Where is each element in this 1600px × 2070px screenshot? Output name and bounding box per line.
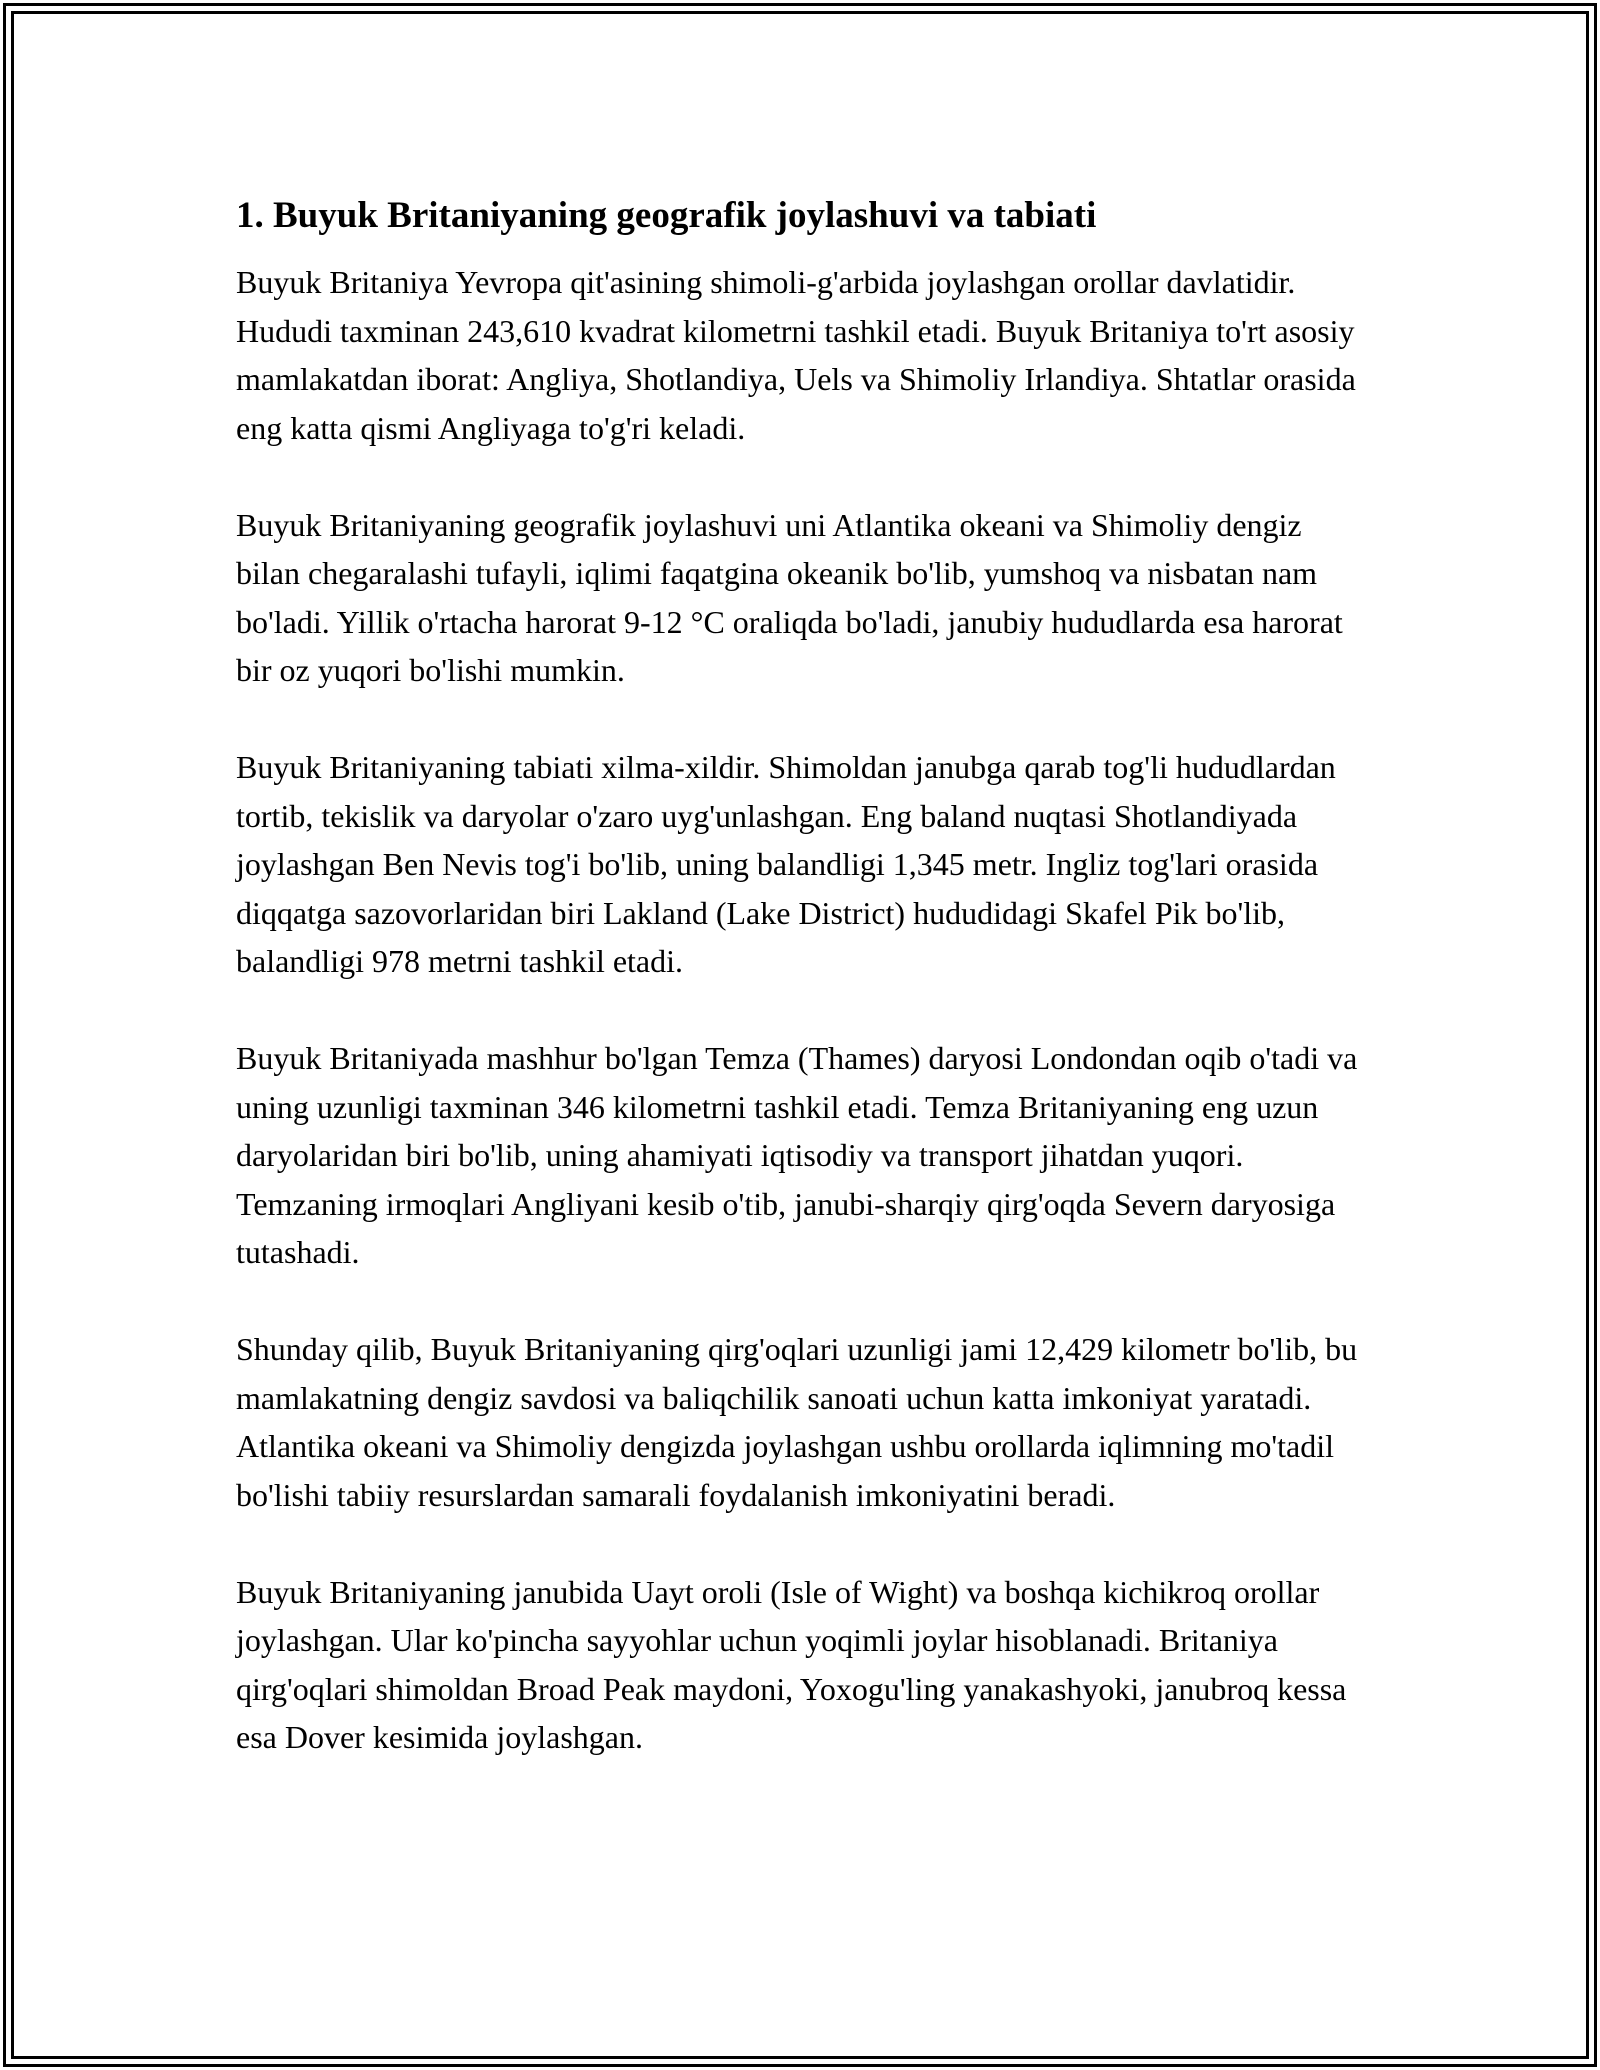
paragraph-thames: Buyuk Britaniyada mashhur bo'lgan Temza (Thames) daryosi Londondan oqib o'tadi va uning uzunligi taxminan 346 kilometrni tashkil etadi. Temza Britaniyaning eng uzun daryolaridan biri bo'lib, uning ahamiyati iqtisodiy va transport jihatdan yuqori. Temzaning irmoqlari Angliyani kesib o'tib, janubi-sharqiy qirg'oqda Severn daryosiga tutashadi. bbox=[236, 1040, 1358, 1270]
document-body bbox=[236, 188, 1368, 1810]
section-heading: 1. Buyuk Britaniyaning geografik joylashuvi va tabiati bbox=[236, 195, 1097, 236]
paragraph-nature: Buyuk Britaniyaning tabiati xilma-xildir. Shimoldan janubga qarab tog'li hududlardan tortib, tekislik va daryolar o'zaro uyg'unlashgan. Eng baland nuqtasi Shotlandiyada joylashgan Ben Nevis tog'i bo'lib, uning balandligi 1,345 metr. Ingliz tog'lari orasida diqqatga sazovorlaridan biri Lakland (Lake District) hududidagi Skafel Pik bo'lib, balandligi 978 metrni tashkil etadi. bbox=[236, 749, 1336, 979]
paragraph-location: Buyuk Britaniya Yevropa qit'asining shimoli-g'arbida joylashgan orollar davlatidir. Hududi taxminan 243,610 kvadrat kilometrni tashkil etadi. Buyuk Britaniya to'rt asosiy mamlakatdan iborat: Angliya, Shotlandiya, Uels va Shimoliy Irlandiya. Shtatlar orasida eng katta qismi Angliyaga to'g'ri keladi. bbox=[236, 264, 1356, 446]
paragraph-islands: Buyuk Britaniyaning janubida Uayt oroli (Isle of Wight) va boshqa kichikroq orollar joylashgan. Ular ko'pincha sayyohlar uchun yoqimli joylar hisoblanadi. Britaniya qirg'oqlari shimoldan Broad Peak maydoni, Yoxogu'ling yanakashyoki, janubroq kessa esa Dover kesimida joylashgan. bbox=[236, 1573, 1347, 1755]
paragraph-climate: Buyuk Britaniyaning geografik joylashuvi uni Atlantika okeani va Shimoliy dengiz bilan chegaralashi tufayli, iqlimi faqatgina okeanik bo'lib, yumshoq va nisbatan nam bo'ladi. Yillik o'rtacha harorat 9-12 °C oraliqda bo'ladi, janubiy hududlarda esa harorat bir oz yuqori bo'lishi mumkin. bbox=[236, 506, 1343, 688]
paragraph-coastline: Shunday qilib, Buyuk Britaniyaning qirg'oqlari uzunligi jami 12,429 kilometr bo'lib, bu mamlakatning dengiz savdosi va baliqchilik sanoati uchun katta imkoniyat yaratadi. Atlantika okeani va Shimoliy dengizda joylashgan ushbu orollarda iqlimning mo'tadil bo'lishi tabiiy resurslardan samarali foydalanish imkoniyatini beradi. bbox=[236, 1331, 1358, 1513]
